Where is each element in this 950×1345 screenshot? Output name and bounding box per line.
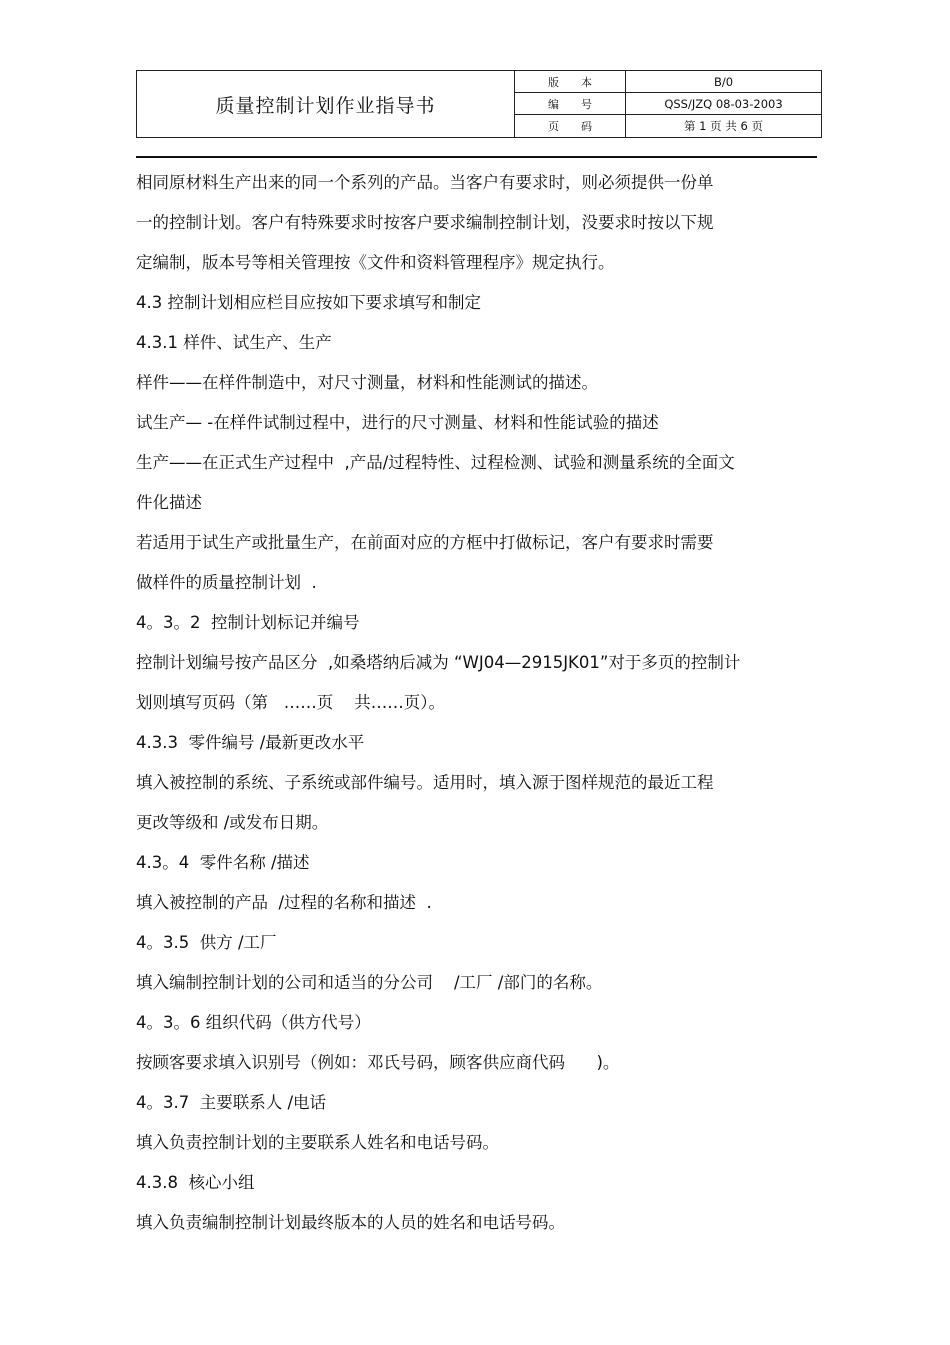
body-line: 试生产— -在样件试制过程中，进行的尺寸测量、材料和性能试验的描述 (136, 413, 659, 432)
section-heading: 4.3.3 零件编号 /最新更改水平 (136, 733, 365, 752)
section-heading: 4.3。4 零件名称 /描述 (136, 853, 310, 872)
document-header-table (136, 70, 822, 138)
page-label: 页码 (515, 115, 626, 137)
body-line: 控制计划编号按产品区分 ,如桑塔纳后减为 “WJ04—2915JK01”对于多页的控制计 (136, 653, 741, 672)
body-line: 填入负责控制计划的主要联系人姓名和电话号码。 (136, 1133, 499, 1152)
body-line: 做样件的质量控制计划 . (136, 573, 317, 592)
section-heading: 4。3.5 供方 /工厂 (136, 933, 277, 952)
body-line: 生产——在正式生产过程中 ,产品/过程特性、过程检测、试验和测量系统的全面文 (136, 453, 735, 472)
header-divider (136, 156, 817, 158)
section-heading: 4。3.7 主要联系人 /电话 (136, 1093, 327, 1112)
section-heading: 4.3 控制计划相应栏目应按如下要求填写和制定 (136, 293, 481, 312)
section-heading: 4。3。2 控制计划标记并编号 (136, 613, 360, 632)
body-line: 若适用于试生产或批量生产，在前面对应的方框中打做标记，客户有要求时需要 (136, 533, 714, 552)
header-row-version (515, 71, 821, 93)
body-line: 划则填写页码（第 ……页 共……页）。 (136, 693, 445, 712)
section-heading: 4.3.1 样件、试生产、生产 (136, 333, 332, 352)
body-line: 按顾客要求填入识别号（例如：邓氏号码，顾客供应商代码 )。 (136, 1053, 620, 1072)
number-label: 编号 (515, 93, 626, 114)
body-line: 填入负责编制控制计划最终版本的人员的姓名和电话号码。 (136, 1213, 565, 1232)
body-line: 件化描述 (136, 493, 202, 512)
version-label: 版本 (515, 71, 626, 92)
section-heading: 4.3.8 核心小组 (136, 1173, 255, 1192)
header-row-page (515, 115, 821, 137)
body-line: 填入被控制的系统、子系统或部件编号。适用时，填入源于图样规范的最近工程 (136, 773, 714, 792)
body-line: 填入被控制的产品 /过程的名称和描述 . (136, 893, 432, 912)
version-value: B/0 (713, 74, 734, 89)
page-value: 第 1 页 共 6 页 (684, 119, 763, 133)
section-heading: 4。3。6 组织代码（供方代号） (136, 1013, 371, 1032)
body-line: 填入编制控制计划的公司和适当的分公司 /工厂 /部门的名称。 (136, 973, 603, 992)
header-row-number (515, 93, 821, 115)
body-line: 样件——在样件制造中，对尺寸测量，材料和性能测试的描述。 (136, 373, 598, 392)
number-value: QSS/JZQ 08-03-2003 (664, 96, 783, 111)
body-line: 一的控制计划。客户有特殊要求时按客户要求编制控制计划，没要求时按以下规 (136, 213, 714, 232)
body-line: 定编制，版本号等相关管理按《文件和资料管理程序》规定执行。 (136, 253, 615, 272)
body-line: 更改等级和 /或发布日期。 (136, 813, 329, 832)
body-line: 相同原材料生产出来的同一个系列的产品。当客户有要求时，则必须提供一份单 (136, 173, 714, 192)
document-title: 质量控制计划作业指导书 (137, 71, 515, 137)
